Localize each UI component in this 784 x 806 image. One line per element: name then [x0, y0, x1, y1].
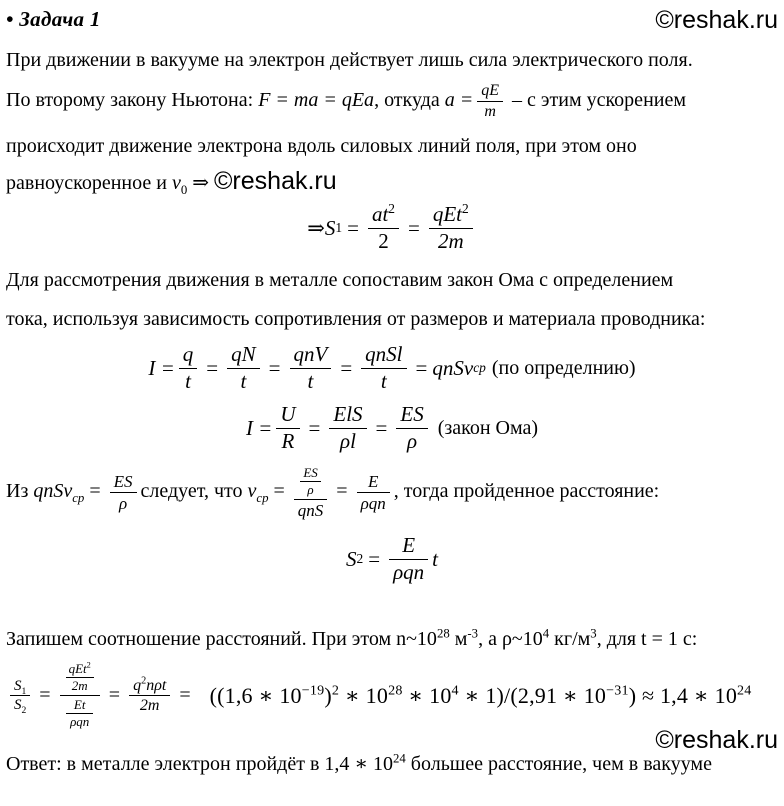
equals-sign: = [89, 480, 101, 503]
frac-den: ρqn [70, 713, 90, 729]
superscript: 24 [737, 682, 752, 699]
formula-current-definition: I = $\frac{q}{t}$ = $\frac{qN}{t}$ = qnV t = qnSl t = qnSv ср (по определнию) [148, 342, 636, 393]
superscript: 4 [451, 682, 459, 699]
formula-note: (по определнию) [491, 356, 636, 379]
formula-s2: S 2 = E ρqn t [346, 533, 438, 584]
text-run: Запишем соотношение расстояний. При этом n~10 [6, 628, 437, 651]
math-run: qnSv [432, 355, 474, 380]
fraction [477, 82, 503, 121]
watermark-row [6, 727, 778, 753]
formula-ratio [6, 661, 778, 730]
fraction [429, 203, 473, 253]
frac-den: ρ [307, 481, 314, 497]
frac-num: ES [110, 472, 137, 493]
frac-num: ES [300, 466, 320, 482]
text-run: Из [6, 480, 34, 503]
superscript: 2 [331, 682, 340, 699]
fraction [389, 534, 428, 584]
watermark-top: ©reshak.ru [655, 6, 778, 34]
watermark-bottom: ©reshak.ru [655, 725, 778, 754]
frac-num: Et [66, 698, 93, 714]
paragraph-motion: происходит движение электрона вдоль силовых линий поля, при этом оно [6, 135, 637, 158]
frac-num: qnSl [361, 343, 406, 369]
text-run: м [449, 628, 468, 651]
fraction [10, 678, 30, 715]
frac-num: ES [396, 403, 427, 429]
frac-den: ρ [118, 494, 128, 514]
equals-sign: = [415, 355, 428, 380]
superscript: 2 [86, 660, 91, 670]
equals-sign: = [273, 480, 285, 503]
math-run: F = ma = qEa [258, 89, 375, 112]
superscript: 28 [388, 682, 403, 699]
frac-num: E [389, 534, 428, 560]
math-run: S [324, 215, 336, 240]
math-run: v [171, 172, 181, 195]
frac-den: R [281, 428, 295, 453]
math-run: t [432, 546, 438, 571]
math-run: v [247, 480, 257, 503]
text-run: следует, что [140, 480, 248, 503]
frac-den: t [307, 368, 314, 393]
fraction [276, 403, 299, 453]
equals-sign: = [336, 480, 348, 503]
paragraph-intro: При движении в вакууме на электрон действует лишь сила электрического поля. [6, 49, 693, 72]
nested-fraction [60, 661, 100, 730]
frac-num: ElS [329, 403, 366, 429]
fraction [66, 662, 94, 693]
fraction [300, 466, 320, 497]
numeric-expression [210, 683, 752, 709]
text-run: ∗ 10 [339, 682, 389, 708]
implies-arrow: ⇒ [187, 172, 215, 195]
subscript: 2 [21, 705, 27, 717]
frac-den: 2 [378, 228, 389, 253]
text-run: , для t = 1 с: [596, 628, 698, 651]
text-run: , откуда [374, 89, 445, 112]
nested-fraction [294, 465, 328, 520]
formula-s1: ⇒ S 1 = $\frac{at^2}{2}$ = qEt$^2$ 2m [6, 203, 778, 253]
equals-sign: = [408, 215, 420, 240]
math-run: I = [148, 355, 175, 380]
text-run: , тогда пройденное расстояние: [393, 480, 660, 503]
fraction [66, 698, 93, 729]
equals-sign: = [308, 415, 321, 440]
equals-sign: = [340, 355, 353, 380]
paragraph-answer [6, 753, 778, 776]
paragraph-v0 [6, 167, 778, 198]
title-row [6, 5, 778, 33]
frac-den: ρqn [393, 559, 425, 584]
equals-sign: = [375, 415, 388, 440]
formula-ohm-law [6, 403, 778, 453]
frac-num: qnV [290, 343, 332, 369]
text-run: кг/м [549, 628, 591, 651]
equals-sign: = [368, 546, 381, 571]
math-run: S [346, 546, 357, 571]
formula-note: (закон Ома) [437, 416, 539, 439]
frac-num: qEt [68, 661, 87, 677]
equals-sign: = [347, 215, 359, 240]
text-run: ((1,6 ∗ 10 [209, 682, 302, 708]
paragraph-newton [6, 82, 778, 121]
fraction [357, 472, 390, 513]
paragraph-ratio-setup [6, 628, 778, 651]
frac-den: 2m [71, 677, 88, 693]
subscript: 0 [180, 183, 188, 198]
fraction [110, 472, 137, 513]
fraction [179, 343, 198, 393]
frac-num-2: nρt [146, 676, 167, 694]
frac-den: t [240, 368, 247, 393]
superscript: 24 [393, 751, 406, 766]
fraction [290, 343, 332, 393]
watermark-inline: ©reshak.ru [214, 167, 337, 196]
frac-den: ρqn [360, 494, 386, 514]
frac-den: ρ [407, 428, 418, 453]
text-run: большее расстояние, чем в вакууме [405, 752, 712, 775]
frac-den: t [185, 368, 191, 393]
math-run: a = [444, 89, 474, 112]
text-run: Ответ: в металле электрон пройдёт в 1,4 ∗ 10 [6, 752, 393, 775]
frac-num: U [276, 403, 299, 429]
implies-arrow: ⇒ [307, 215, 325, 240]
frac-den: 2m [139, 697, 160, 715]
subscript: ср [72, 491, 85, 506]
frac-num: at [371, 202, 389, 227]
frac-den: t [380, 368, 387, 393]
superscript: -3 [467, 626, 479, 641]
fraction [129, 677, 170, 716]
fraction [361, 343, 406, 393]
paragraph-ohm-1: Для рассмотрения движения в металле сопоставим закон Ома с определением [6, 269, 674, 292]
superscript: −19 [301, 682, 325, 699]
text-run: ) [324, 682, 332, 708]
frac-den: S [14, 697, 22, 714]
superscript: 28 [436, 626, 450, 641]
frac-den: qnS [297, 501, 324, 521]
superscript: −31 [606, 682, 629, 699]
paragraph-vcp [6, 465, 778, 520]
text-run: равноускоренное и [6, 172, 172, 195]
superscript: 2 [141, 675, 147, 687]
equals-sign: = [268, 355, 281, 380]
frac-num: q [133, 676, 142, 694]
superscript: 2 [462, 201, 469, 217]
equals-sign: = [39, 684, 51, 707]
frac-num: qN [227, 343, 260, 369]
fraction [396, 403, 427, 453]
text-run: ) ≈ 1,4 ∗ 10 [628, 682, 738, 708]
frac-num: q [179, 343, 198, 369]
frac-den: 2m [437, 228, 464, 253]
problem-title: • Задача 1 [6, 7, 101, 31]
frac-num: qEt [432, 202, 463, 227]
equals-sign: = [179, 684, 191, 707]
text-run: , а ρ~10 [478, 628, 543, 651]
equals-sign: = [206, 355, 219, 380]
math-run: qnSv [33, 480, 73, 503]
frac-num: S [14, 677, 22, 694]
superscript: 3 [590, 626, 597, 641]
fraction [329, 403, 366, 453]
math-run: I = [245, 415, 273, 440]
text-run: По второму закону Ньютона: [6, 89, 259, 112]
text-run: ∗ 1)/(2,91 ∗ 10 [458, 682, 607, 708]
superscript: 2 [388, 201, 395, 217]
paragraph-ohm-2: тока, используя зависимость сопротивления от размеров и материала проводника: [6, 308, 706, 331]
subscript: 1 [21, 685, 27, 697]
subscript: ср [256, 491, 269, 506]
superscript: 4 [542, 626, 550, 641]
equals-sign: = [108, 684, 121, 707]
text-run: ∗ 10 [402, 682, 452, 708]
frac-num: qE [477, 82, 503, 102]
fraction [368, 203, 399, 253]
frac-den: ρl [340, 428, 356, 453]
frac-num: E [357, 472, 390, 493]
fraction [227, 343, 260, 393]
frac-den: m [484, 103, 496, 121]
text-run: – с этим ускорением [507, 89, 687, 112]
